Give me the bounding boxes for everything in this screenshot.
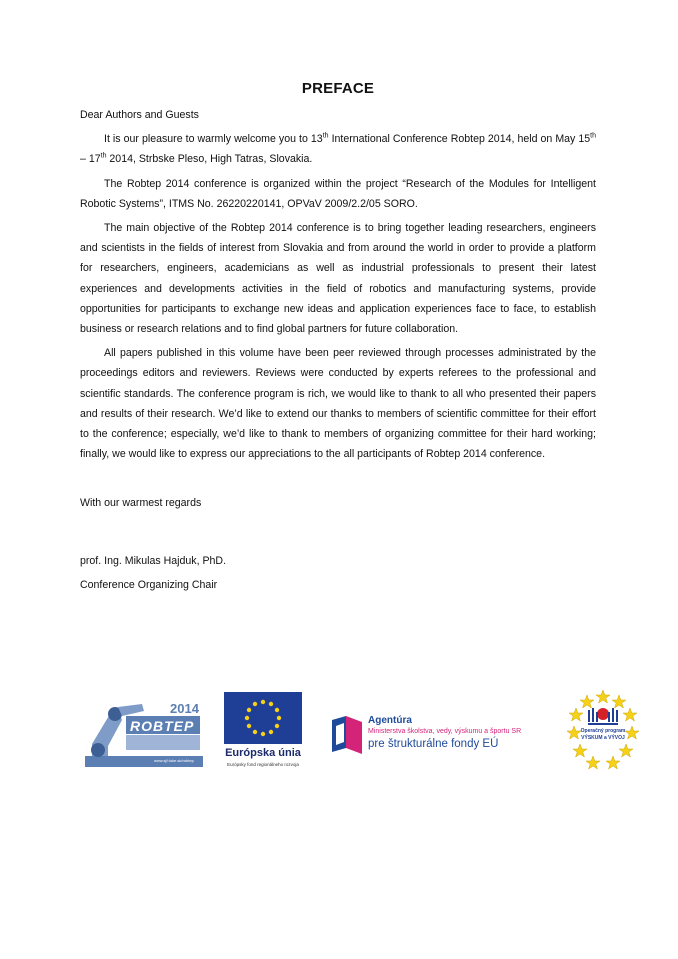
agentura-logo: [328, 712, 554, 756]
op-program-name: VÝSKUM a VÝVOJ: [581, 735, 625, 741]
eu-flag: [224, 692, 302, 744]
signature-role: Conference Organizing Chair: [80, 578, 218, 591]
project-paragraph: The Robtep 2014 conference is organized within the project “Research of the Modules for Intelligent Robotic Systems”, ITMS No. 26220220141, OPVaV 2009/2.2/05 SORO.: [80, 177, 596, 210]
book-icon: [328, 712, 366, 756]
eu-name: Európska únia: [225, 747, 301, 759]
preface-page: [80, 80, 596, 595]
op-program-label: Operačný program: [580, 728, 626, 734]
eu-logo: [224, 692, 302, 770]
sponsor-logos: [80, 688, 640, 772]
signature-name: prof. Ing. Mikulas Hajduk, PhD.: [80, 554, 227, 567]
greeting: Dear Authors and Guests: [80, 109, 199, 121]
robtep-url: www.sjf.tuke.sk/robtep: [154, 758, 194, 763]
op-research-logo: [566, 688, 640, 772]
robtep-logo: [82, 692, 207, 770]
agentura-tagline: pre štrukturálne fondy EÚ: [368, 738, 499, 750]
objective-paragraph: The main objective of the Robtep 2014 conference is to bring together leading researchers, engineers and scientists in the fields of interest from Slovakia and from around the world in order to provide a platform for researchers, engineers, academicians as well as industrial professionals to present their latest experiences and developments activities in the field of robotics and manufacturing systems, provide opportunities for participants to exchange new ideas and application experiences face to face, to establish business or research relations and to find global partners for future collaboration.: [80, 222, 596, 336]
robtep-wordmark: ROBTEP: [130, 718, 195, 734]
page-title: PREFACE: [301, 80, 375, 97]
robtep-year: 2014: [170, 701, 199, 716]
eu-stars-icon: [224, 692, 302, 744]
closing-salutation: With our warmest regards: [80, 497, 202, 510]
agentura-ministry: Ministerstva školstva, vedy, výskumu a športu SR: [368, 728, 522, 735]
review-paragraph: All papers published in this volume have been peer reviewed through processes administrated by the proceedings editors and reviewers. Reviews were conducted by experts referees to the professional and scientific standards. The conference program is rich, we would like to thank to all who presented their papers and results of their research. We’d like to extend our thanks to members of scientific committee for their effort to the conference; especially, we’d like to thank to members of organizing committee for their hard working; finally, we would like to express our appreciations to the all participants of Robtep 2014 conference.: [80, 347, 596, 461]
welcome-paragraph: It is our pleasure to warmly welcome you to 13th International Conference Robtep 2014, held on May 15th – 17th 2014, Strbske Pleso, High Tatras, Slovakia.: [80, 132, 597, 166]
agentura-title: Agentúra: [368, 715, 412, 726]
eu-fund-name: Európsky fond regionálneho rozvoja: [227, 762, 299, 767]
